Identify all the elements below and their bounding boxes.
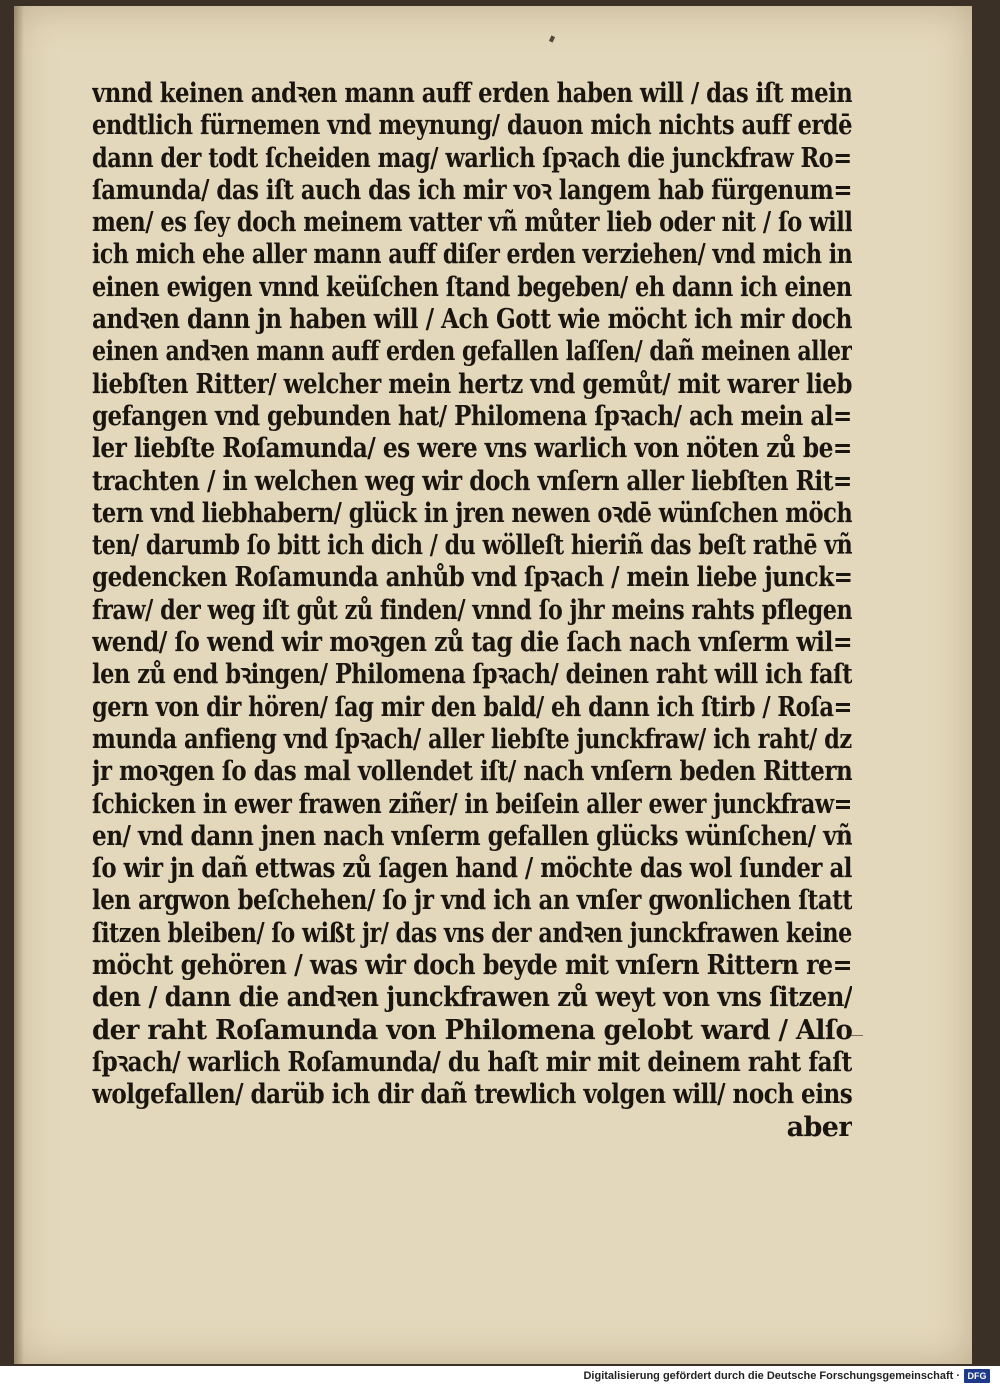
text-line: einen andꝛen mann auff erden gefallen laſſen/ dañ meinen aller bbox=[92, 336, 852, 368]
text-block bbox=[92, 78, 852, 1144]
text-line: wolgefallen/ darüb ich dir dañ trewlich volgen will/ noch eins bbox=[92, 1079, 852, 1111]
text-line: ſpꝛach/ warlich Roſamunda/ du haſt mir mit deinem raht faſt bbox=[92, 1046, 852, 1078]
text-line: men/ es ſey doch meinem vatter vñ můter lieb oder nit / ſo will bbox=[92, 207, 852, 239]
text-line: gedencken Roſamunda anhůb vnd ſpꝛach / mein liebe junck= bbox=[92, 562, 852, 594]
text-line: liebſten Ritter/ welcher mein hertz vnd gemůt/ mit warer lieb bbox=[92, 368, 852, 400]
text-line: endtlich fürnemen vnd meynung/ dauon mich nichts auff erdē bbox=[92, 110, 852, 142]
text-line: ich mich ehe aller mann auff diſer erden verziehen/ vnd mich in bbox=[92, 239, 852, 271]
text-line: vnnd keinen andꝛen mann auff erden haben will / das iſt mein bbox=[92, 78, 852, 109]
text-line: gern von dir hören/ ſag mir den bald/ eh dann ich ſtirb / Roſa= bbox=[92, 691, 852, 723]
text-line: fraw/ der weg iſt gůt zů finden/ vnnd ſo jhr meins rahts pflegen bbox=[92, 594, 852, 626]
page-gutter-shadow bbox=[14, 6, 24, 1364]
text-line: wend/ ſo wend wir moꝛgen zů tag die ſach nach vnſerm wil= bbox=[92, 627, 852, 659]
text-line: trachten / in welchen weg wir doch vnſern aller liebſten Rit= bbox=[92, 465, 852, 497]
text-line: einen ewigen vnnd keüſchen ſtand begeben/ eh dann ich einen bbox=[92, 271, 852, 303]
text-line: munda anfieng vnd ſpꝛach/ aller liebſte junckfraw/ ich raht/ dz bbox=[92, 723, 852, 755]
text-line: ler liebſte Roſamunda/ es were vns warlich von nöten zů be= bbox=[92, 433, 852, 465]
text-line: ſchicken in ewer frawen ziñer/ in beiſein aller ewer junckfraw= bbox=[92, 788, 852, 820]
text-line: en/ vnd dann jnen nach vnſerm gefallen glücks wünſchen/ vñ bbox=[92, 820, 852, 852]
dfg-logo: DFG bbox=[964, 1369, 990, 1383]
text-line: tern vnd liebhabern/ glück in jren newen oꝛdē wünſchen möch bbox=[92, 497, 852, 529]
text-line: dann der todt ſcheiden mag/ warlich ſpꝛach die junckfraw Ro= bbox=[92, 142, 852, 174]
text-line: jr moꝛgen ſo das mal vollendet iſt/ nach vnſern beden Rittern bbox=[92, 756, 852, 788]
text-line: ſamunda/ das iſt auch das ich mir voꝛ langem hab fürgenum= bbox=[92, 174, 852, 206]
text-line: andꝛen dann jn haben will / Ach Gott wie möcht ich mir doch bbox=[92, 304, 852, 336]
text-line: der raht Roſamunda von Philomena gelobt ward / Alſo bbox=[92, 1014, 852, 1046]
credit-text: Digitalisierung gefördert durch die Deutsche Forschungsgemeinschaft · bbox=[583, 1370, 960, 1382]
catchword: aber bbox=[786, 1111, 852, 1143]
text-line: ſo wir jn dañ ettwas zů ſagen hand / möchte das wol ſunder al bbox=[92, 853, 852, 885]
text-line: len argwon beſchehen/ ſo jr vnd ich an vnſer gwonlichen ſtatt bbox=[92, 885, 852, 917]
text-line: den / dann die andꝛen junckfrawen zů weyt von vns ſitzen/ bbox=[92, 982, 852, 1014]
text-line: möcht gehören / was wir doch beyde mit vnſern Rittern re= bbox=[92, 950, 852, 982]
ink-speck bbox=[549, 35, 555, 42]
footer-bar bbox=[0, 1366, 1000, 1388]
text-line: len zů end bꝛingen/ Philomena ſpꝛach/ deinen raht will ich faſt bbox=[92, 659, 852, 691]
text-line: ten/ darumb ſo bitt ich dich / du wölleſt hieriñ das beſt rathē vñ bbox=[92, 530, 852, 562]
book-page bbox=[14, 6, 972, 1364]
text-line: gefangen vnd gebunden hat/ Philomena ſpꝛach/ ach mein al= bbox=[92, 400, 852, 432]
text-line: ſitzen bleiben/ ſo wißt jr/ das vns der andꝛen junckfrawen keine bbox=[92, 917, 852, 949]
